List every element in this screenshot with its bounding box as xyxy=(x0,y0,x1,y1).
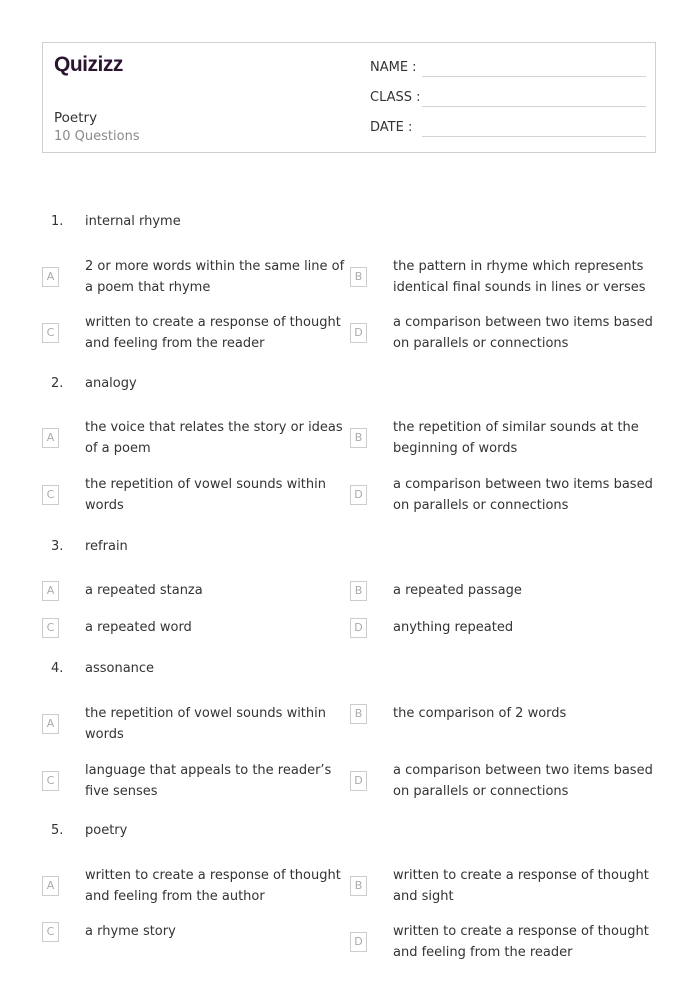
option-letter-box: D xyxy=(350,932,367,952)
option-text-line: and feeling from the reader xyxy=(85,336,265,351)
option-text-line: and feeling from the author xyxy=(85,889,265,904)
option-text-line: five senses xyxy=(85,784,158,799)
question-number: 2. xyxy=(51,376,64,391)
option-text xyxy=(393,617,513,638)
option-text xyxy=(85,921,176,942)
option-text-line: a poem that rhyme xyxy=(85,280,211,295)
option-text xyxy=(393,865,649,907)
option-letter-box: A xyxy=(42,267,59,287)
option-text-line: on parallels or connections xyxy=(393,498,569,513)
quizizz-logo: Quizizz xyxy=(54,53,123,76)
option-letter-box: B xyxy=(350,876,367,896)
option-text xyxy=(85,580,203,601)
name-label: NAME : xyxy=(370,60,417,75)
option-text-line: and sight xyxy=(393,889,454,904)
question-number: 1. xyxy=(51,214,64,229)
option-text-line: a rhyme story xyxy=(85,924,176,939)
question-term: refrain xyxy=(85,539,128,554)
option-text-line: words xyxy=(85,727,124,742)
option-text xyxy=(393,417,639,459)
option-text xyxy=(393,312,653,354)
question-number: 3. xyxy=(51,539,64,554)
question-term: poetry xyxy=(85,823,128,838)
question-term: internal rhyme xyxy=(85,214,181,229)
option-text-line: a repeated stanza xyxy=(85,583,203,598)
option-text xyxy=(85,256,344,298)
question-count: 10 Questions xyxy=(54,129,140,144)
option-text-line: beginning of words xyxy=(393,441,518,456)
option-letter-box: C xyxy=(42,485,59,505)
option-text-line: the repetition of vowel sounds within xyxy=(85,706,326,721)
question-term: assonance xyxy=(85,661,155,676)
option-text-line: anything repeated xyxy=(393,620,514,635)
option-letter-box: B xyxy=(350,428,367,448)
option-text-line: written to create a response of thought xyxy=(85,315,341,330)
date-label: DATE : xyxy=(370,120,413,135)
option-letter-box: D xyxy=(350,323,367,343)
option-text-line: words xyxy=(85,498,124,513)
class-field xyxy=(370,90,421,105)
option-text-line: a comparison between two items based xyxy=(393,477,653,492)
option-text-line: written to create a response of thought xyxy=(393,924,649,939)
option-letter-box: C xyxy=(42,771,59,791)
option-text xyxy=(85,474,326,516)
option-text-line: a repeated word xyxy=(85,620,192,635)
option-letter-box: C xyxy=(42,323,59,343)
date-field xyxy=(370,120,412,135)
option-text-line: on parallels or connections xyxy=(393,336,569,351)
option-letter-box: A xyxy=(42,581,59,601)
worksheet-header xyxy=(42,42,656,153)
option-text-line: written to create a response of thought xyxy=(85,868,341,883)
option-text-line: the comparison of 2 words xyxy=(393,706,567,721)
option-text xyxy=(85,703,326,745)
option-text-line: a repeated passage xyxy=(393,583,522,598)
option-text-line: on parallels or connections xyxy=(393,784,569,799)
option-text-line: and feeling from the reader xyxy=(393,945,573,960)
option-letter-box: A xyxy=(42,714,59,734)
quiz-title: Poetry xyxy=(54,110,98,126)
option-text-line: a comparison between two items based xyxy=(393,315,653,330)
question-number: 4. xyxy=(51,661,64,676)
option-text xyxy=(393,580,522,601)
date-line xyxy=(422,136,646,137)
option-letter-box: D xyxy=(350,618,367,638)
class-label: CLASS : xyxy=(370,90,421,105)
option-text-line: language that appeals to the reader’s xyxy=(85,763,332,778)
option-letter-box: B xyxy=(350,704,367,724)
question-term: analogy xyxy=(85,376,137,391)
option-text-line: 2 or more words within the same line of xyxy=(85,259,345,274)
option-text xyxy=(85,417,343,459)
option-text xyxy=(85,760,331,802)
option-text-line: the pattern in rhyme which represents xyxy=(393,259,644,274)
option-text-line: a comparison between two items based xyxy=(393,763,653,778)
option-text xyxy=(393,703,566,724)
class-line xyxy=(422,106,646,107)
name-line xyxy=(422,76,646,77)
option-text-line: written to create a response of thought xyxy=(393,868,649,883)
option-text xyxy=(393,474,653,516)
option-letter-box: C xyxy=(42,618,59,638)
option-text-line: identical final sounds in lines or verses xyxy=(393,280,646,295)
option-text-line: the voice that relates the story or ideas xyxy=(85,420,343,435)
option-text xyxy=(393,921,649,963)
option-letter-box: B xyxy=(350,267,367,287)
option-text-line: of a poem xyxy=(85,441,151,456)
option-letter-box: A xyxy=(42,876,59,896)
option-letter-box: D xyxy=(350,771,367,791)
option-text xyxy=(85,865,341,907)
option-text xyxy=(393,256,646,298)
name-field xyxy=(370,60,417,75)
question-number: 5. xyxy=(51,823,64,838)
option-text xyxy=(85,617,192,638)
option-text xyxy=(393,760,653,802)
option-text xyxy=(85,312,341,354)
option-text-line: the repetition of similar sounds at the xyxy=(393,420,639,435)
option-letter-box: A xyxy=(42,428,59,448)
option-letter-box: D xyxy=(350,485,367,505)
option-letter-box: B xyxy=(350,581,367,601)
option-letter-box: C xyxy=(42,922,59,942)
option-text-line: the repetition of vowel sounds within xyxy=(85,477,326,492)
